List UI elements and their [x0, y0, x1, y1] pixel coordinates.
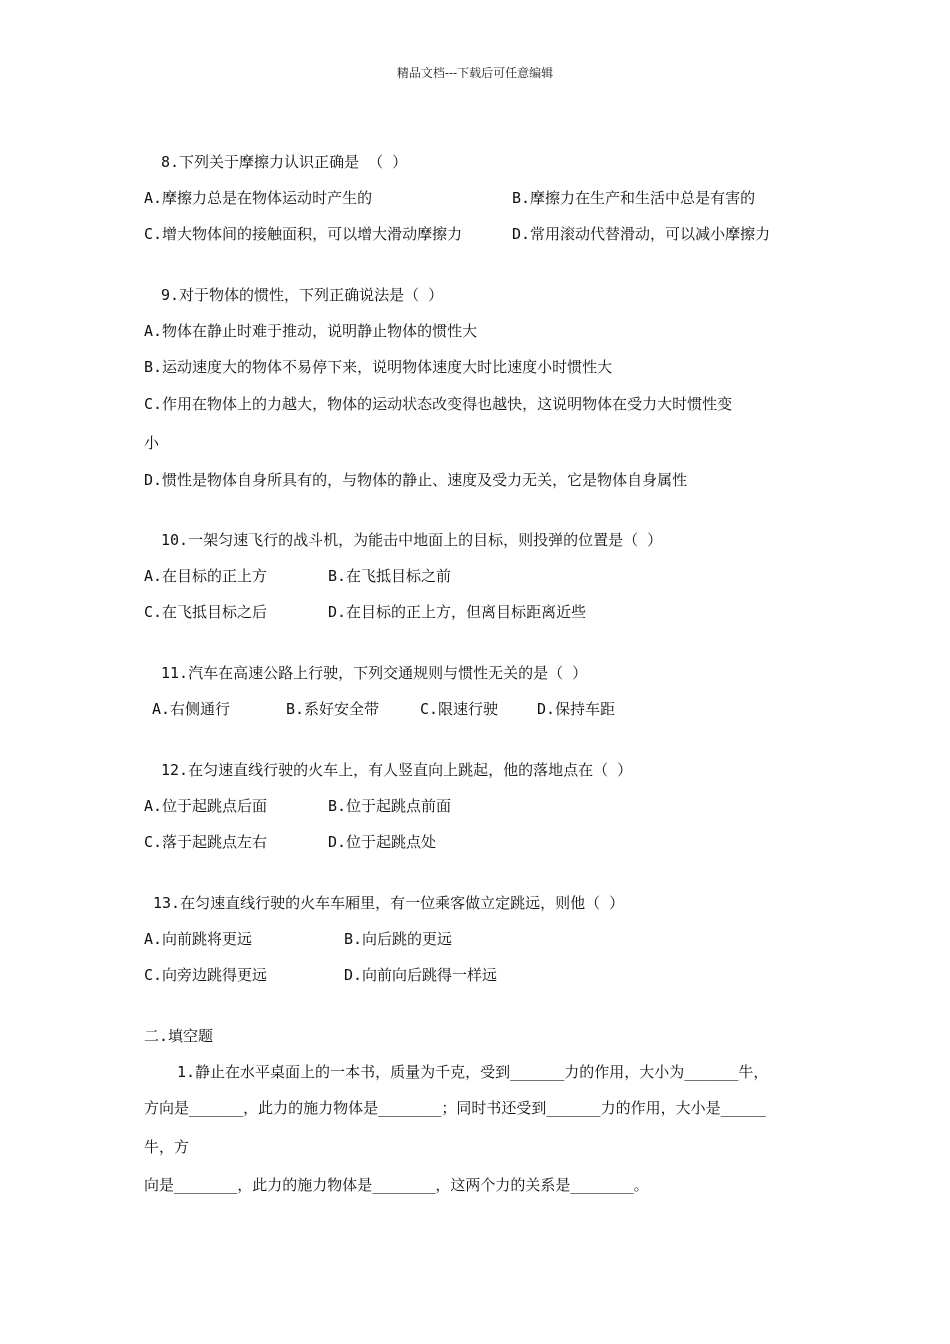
- question-12-option-c: C.落于起跳点左右: [144, 833, 268, 851]
- question-9-stem: 9.对于物体的惯性，下列正确说法是（ ）: [161, 286, 444, 304]
- question-8-stem: 8.下列关于摩擦力认识正确是 （ ）: [161, 153, 408, 171]
- question-8-option-b: B.摩擦力在生产和生活中总是有害的: [512, 189, 756, 207]
- question-9-option-a: A.物体在静止时难于推动，说明静止物体的惯性大: [144, 322, 478, 340]
- question-10-option-d: D.在目标的正上方，但离目标距离近些: [328, 603, 587, 621]
- question-11-stem: 11.汽车在高速公路上行驶，下列交通规则与惯性无关的是（ ）: [161, 664, 588, 682]
- question-12-stem: 12.在匀速直线行驶的火车上，有人竖直向上跳起，他的落地点在（ ）: [161, 761, 633, 779]
- question-9-option-c: C.作用在物体上的力越大，物体的运动状态改变得也越快，这说明物体在受力大时惯性变: [144, 395, 733, 413]
- question-13-option-b: B.向后跳的更远: [344, 930, 453, 948]
- question-13-option-a: A.向前跳将更远: [144, 930, 253, 948]
- question-9-option-d: D.惯性是物体自身所具有的，与物体的静止、速度及受力无关，它是物体自身属性: [144, 471, 688, 489]
- question-11-option-a: A.右侧通行: [152, 700, 231, 718]
- question-9-option-b: B.运动速度大的物体不易停下来，说明物体速度大时比速度小时惯性大: [144, 358, 613, 376]
- question-13-stem: 13.在匀速直线行驶的火车车厢里，有一位乘客做立定跳远，则他（ ）: [153, 894, 625, 912]
- question-12-option-b: B.位于起跳点前面: [328, 797, 452, 815]
- question-10-option-a: A.在目标的正上方: [144, 567, 268, 585]
- fill-question-1-line-2: 方向是______，此力的施力物体是_______；同时书还受到______力的作用，大小是_____: [144, 1099, 766, 1117]
- question-12-option-a: A.位于起跳点后面: [144, 797, 268, 815]
- question-8-option-d: D.常用滚动代替滑动，可以减小摩擦力: [512, 225, 771, 243]
- question-11-option-c: C.限速行驶: [420, 700, 499, 718]
- question-10-option-c: C.在飞抵目标之后: [144, 603, 268, 621]
- question-12-option-d: D.位于起跳点处: [328, 833, 437, 851]
- fill-question-1-line-3: 牛，方: [144, 1138, 190, 1156]
- question-13-option-c: C.向旁边跳得更远: [144, 966, 268, 984]
- question-10-option-b: B.在飞抵目标之前: [328, 567, 452, 585]
- page-header: 精品文档---下载后可任意编辑: [396, 66, 554, 80]
- question-9-option-c-cont: 小: [144, 434, 160, 452]
- question-11-option-b: B.系好安全带: [286, 700, 380, 718]
- fill-question-1-line-1: 1.静止在水平桌面上的一本书，质量为千克，受到______力的作用，大小为______牛，: [177, 1063, 769, 1081]
- question-10-stem: 10.一架匀速飞行的战斗机，为能击中地面上的目标，则投弹的位置是（ ）: [161, 531, 663, 549]
- question-8-option-a: A.摩擦力总是在物体运动时产生的: [144, 189, 373, 207]
- fill-question-1-line-4: 向是_______，此力的施力物体是_______，这两个力的关系是_______。: [144, 1176, 649, 1194]
- question-13-option-d: D.向前向后跳得一样远: [344, 966, 498, 984]
- section-2-title: 二.填空题: [144, 1027, 214, 1045]
- question-8-option-c: C.增大物体间的接触面积，可以增大滑动摩擦力: [144, 225, 463, 243]
- question-11-option-d: D.保持车距: [537, 700, 616, 718]
